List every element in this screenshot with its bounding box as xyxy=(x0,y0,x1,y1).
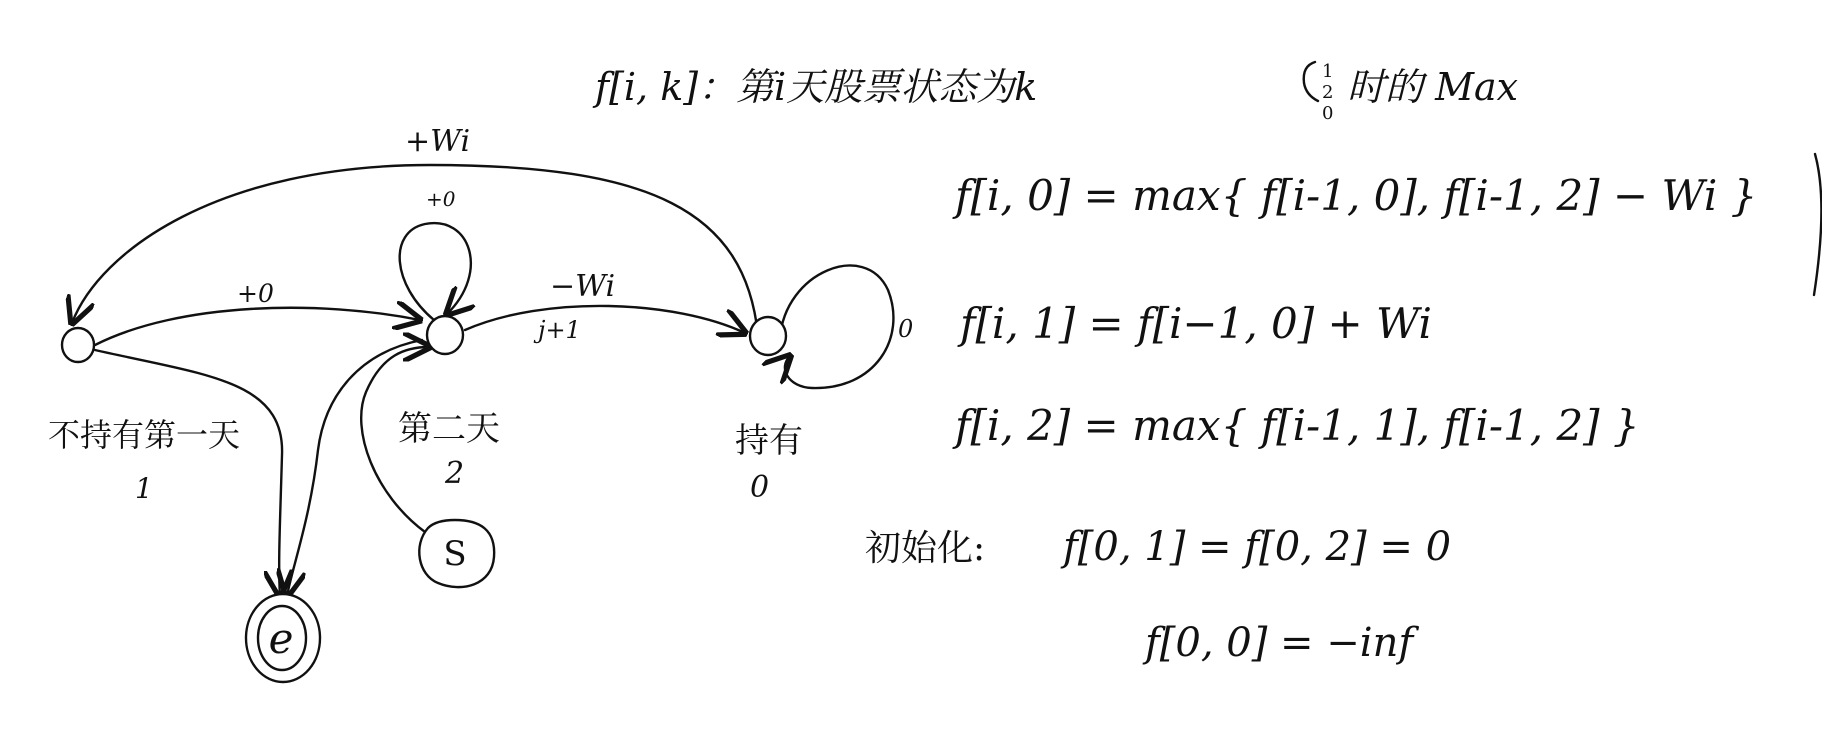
initialization-area xyxy=(865,524,1451,666)
state2-label: 第二天 xyxy=(398,409,500,449)
initialization-line2: f[0, 0] = −inf xyxy=(1145,620,1414,666)
title-text: f[i, k]：第i天股票状态为k xyxy=(595,65,1038,109)
edge-label-minus-wi: −Wi xyxy=(550,269,616,304)
state1-label: 不持有第一天 xyxy=(48,416,241,454)
node-start-label: S xyxy=(443,534,467,574)
node-state2 xyxy=(427,316,463,354)
title-suffix: 时的 Max xyxy=(1347,65,1519,109)
initialization-line1: f[0, 1] = f[0, 2] = 0 xyxy=(1063,524,1452,570)
edge-state0-self-loop xyxy=(780,266,893,389)
edge-state2-to-end xyxy=(287,340,422,596)
edge-label-plus-wi: +Wi xyxy=(405,124,471,159)
edge-label-plus-zero: +0 xyxy=(237,279,274,308)
edge-labels xyxy=(237,124,913,344)
equation-f-i-0-closing-brace xyxy=(1814,154,1821,295)
state0-number: 0 xyxy=(750,470,770,505)
equations-area xyxy=(952,154,1821,450)
title-state-1: 1 xyxy=(1322,61,1334,82)
equation-f-i-0: f[i, 0] = max{ f[i-1, 0], f[i-1, 2] − Wi } xyxy=(955,171,1758,220)
state1-number: 1 xyxy=(135,472,153,505)
node-state1 xyxy=(62,328,94,362)
edge-label-zero-self-loop: 0 xyxy=(898,315,914,343)
edge-state2-to-state0 xyxy=(465,306,745,333)
node-end-label: e xyxy=(268,614,294,663)
title-brace xyxy=(1304,62,1318,101)
state0-label: 持有 xyxy=(735,421,803,461)
equation-f-i-1: f[i, 1] = f[i−1, 0] + Wi xyxy=(960,299,1432,348)
diagram-nodes xyxy=(62,316,786,682)
edge-state1-to-end xyxy=(95,350,282,596)
title-area xyxy=(592,61,1518,124)
equation-f-i-2: f[i, 2] = max{ f[i-1, 1], f[i-1, 2] } xyxy=(955,401,1640,450)
title-state-0: 0 xyxy=(1322,103,1334,124)
node-labels xyxy=(48,409,803,505)
initialization-label: 初始化: xyxy=(865,528,986,569)
edge-state1-to-state2 xyxy=(95,308,420,345)
edge-label-j-plus-one: j+1 xyxy=(538,316,581,344)
edge-label-self-plus-zero: +0 xyxy=(426,187,456,211)
node-state0 xyxy=(750,317,786,355)
state2-number: 2 xyxy=(445,456,465,491)
title-state-2: 2 xyxy=(1322,82,1334,103)
edge-state2-self-loop xyxy=(400,223,471,320)
